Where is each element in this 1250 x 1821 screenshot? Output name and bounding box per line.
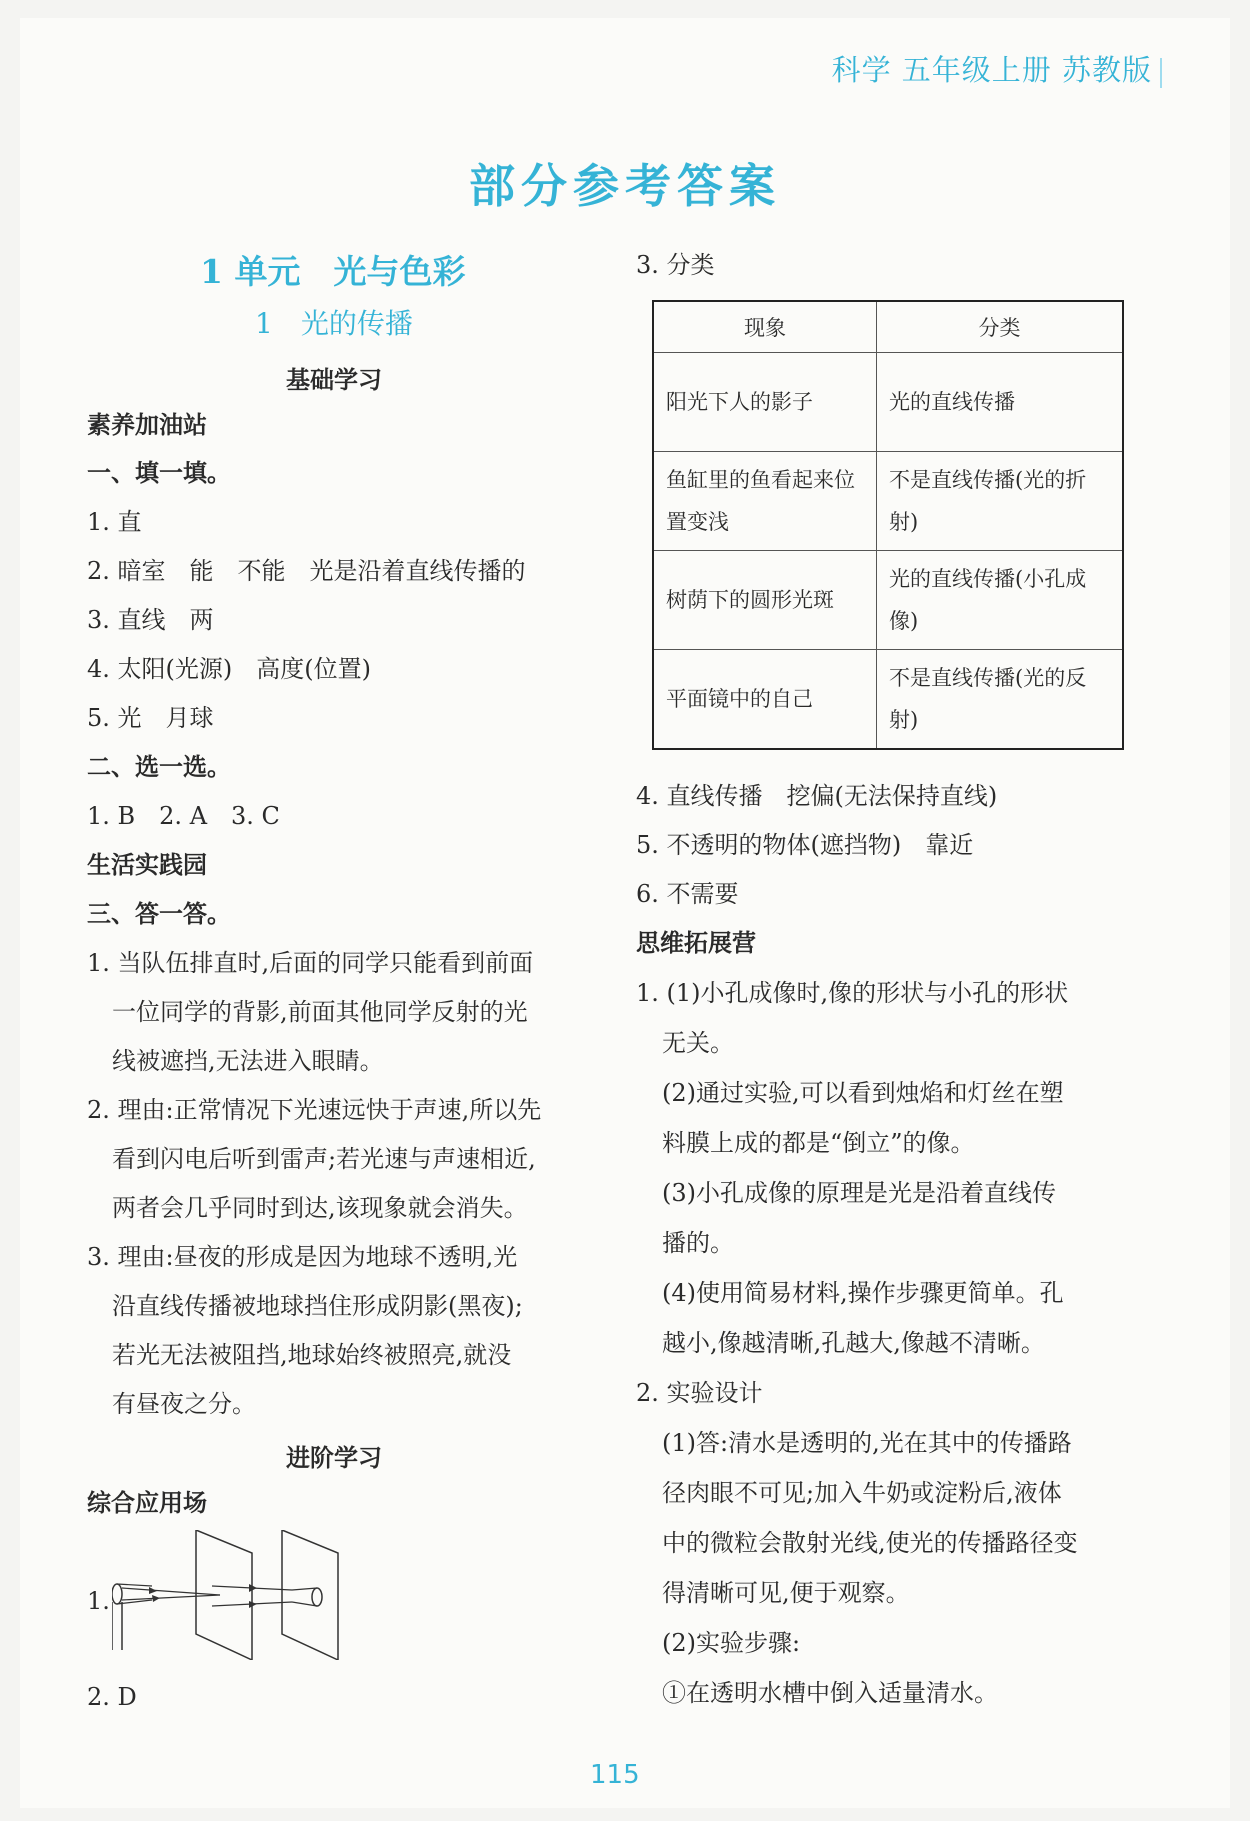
- page-header: 科学 五年级上册 苏教版: [831, 53, 1152, 87]
- answer-line: 看到闪电后听到雷声;若光速与声速相近,: [112, 1145, 536, 1173]
- answer-line: (2)实验步骤:: [662, 1629, 801, 1657]
- table-header-cell: 分类: [877, 301, 1124, 353]
- heading-think: 思维拓展营: [636, 929, 756, 957]
- table-row: [653, 551, 1123, 650]
- answer-line: 播的。: [662, 1229, 734, 1257]
- answer-line: 1. (1)小孔成像时,像的形状与小孔的形状: [636, 979, 1069, 1007]
- heading-fill: 一、填一填。: [87, 459, 231, 487]
- answer-line: 5. 光 月球: [87, 704, 214, 732]
- answer-line: 径肉眼不可见;加入牛奶或淀粉后,液体: [662, 1479, 1062, 1507]
- heading-apply: 综合应用场: [87, 1489, 207, 1517]
- table-cell: 不是直线传播(光的反射): [877, 650, 1124, 750]
- table-header-cell: 现象: [653, 301, 877, 353]
- answer-line: 3. 直线 两: [87, 606, 214, 634]
- answer-line: 1. 直: [87, 508, 142, 536]
- answer-line: 1.: [87, 1587, 110, 1615]
- answer-line: 线被遮挡,无法进入眼睛。: [112, 1047, 384, 1075]
- answer-line: 6. 不需要: [636, 880, 739, 908]
- page-number: 115: [590, 1760, 640, 1790]
- answer-line: 2. 实验设计: [636, 1379, 763, 1407]
- answer-line: 2. 暗室 能 不能 光是沿着直线传播的: [87, 557, 526, 585]
- pinhole-diagram: [112, 1530, 382, 1660]
- table-cell: 光的直线传播(小孔成像): [877, 551, 1124, 650]
- page-title: 部分参考答案: [469, 159, 781, 213]
- table-cell: 光的直线传播: [877, 353, 1124, 452]
- heading-answer: 三、答一答。: [87, 900, 231, 928]
- table-cell: 阳光下人的影子: [653, 353, 877, 452]
- section-basic: 基础学习: [286, 366, 382, 394]
- section-advanced: 进阶学习: [286, 1444, 382, 1472]
- answer-line: 一位同学的背影,前面其他同学反射的光: [112, 998, 528, 1026]
- table-row: [653, 452, 1123, 551]
- unit-title: 1 单元 光与色彩: [200, 252, 466, 291]
- table-row: [653, 650, 1123, 750]
- answer-line: (4)使用简易材料,操作步骤更简单。孔: [662, 1279, 1064, 1307]
- answer-line: 2. 理由:正常情况下光速远快于声速,所以先: [87, 1096, 542, 1124]
- heading-garden: 生活实践园: [87, 851, 207, 879]
- answer-line: 有昼夜之分。: [112, 1390, 256, 1418]
- answer-line: 2. D: [87, 1683, 137, 1711]
- table-row: [653, 353, 1123, 452]
- answer-line: 5. 不透明的物体(遮挡物) 靠近: [636, 831, 974, 859]
- header-divider: [1160, 58, 1162, 88]
- answer-line: 无关。: [662, 1029, 734, 1057]
- answer-line: 沿直线传播被地球挡住形成阴影(黑夜);: [112, 1292, 523, 1320]
- answer-line: 3. 理由:昼夜的形成是因为地球不透明,光: [87, 1243, 518, 1271]
- table-cell: 平面镜中的自己: [653, 650, 877, 750]
- answer-line: ①在透明水槽中倒入适量清水。: [662, 1679, 998, 1707]
- answer-line: 1. B 2. A 3. C: [87, 802, 280, 830]
- table-cell: 鱼缸里的鱼看起来位置变浅: [653, 452, 877, 551]
- answer-line: 4. 直线传播 挖偏(无法保持直线): [636, 782, 998, 810]
- answer-line: (1)答:清水是透明的,光在其中的传播路: [662, 1429, 1072, 1457]
- answer-line: 1. 当队伍排直时,后面的同学只能看到前面: [87, 949, 534, 977]
- answer-line: 中的微粒会散射光线,使光的传播路径变: [662, 1529, 1078, 1557]
- table-header-row: [653, 301, 1123, 353]
- answer-line: 两者会几乎同时到达,该现象就会消失。: [112, 1194, 528, 1222]
- answer-line: 得清晰可见,便于观察。: [662, 1579, 910, 1607]
- answer-line: 4. 太阳(光源) 高度(位置): [87, 655, 371, 683]
- answer-line: 越小,像越清晰,孔越大,像越不清晰。: [662, 1329, 1045, 1357]
- table-cell: 不是直线传播(光的折射): [877, 452, 1124, 551]
- answer-line: 若光无法被阻挡,地球始终被照亮,就没: [112, 1341, 512, 1369]
- classification-table: [652, 300, 1124, 750]
- heading-station: 素养加油站: [87, 411, 207, 439]
- lesson-title: 1 光的传播: [255, 307, 413, 340]
- answer-line: (2)通过实验,可以看到烛焰和灯丝在塑: [662, 1079, 1064, 1107]
- answer-line: 3. 分类: [636, 251, 715, 279]
- answer-line: 料膜上成的都是“倒立”的像。: [662, 1129, 975, 1157]
- table-cell: 树荫下的圆形光斑: [653, 551, 877, 650]
- heading-choose: 二、选一选。: [87, 753, 231, 781]
- answer-line: (3)小孔成像的原理是光是沿着直线传: [662, 1179, 1056, 1207]
